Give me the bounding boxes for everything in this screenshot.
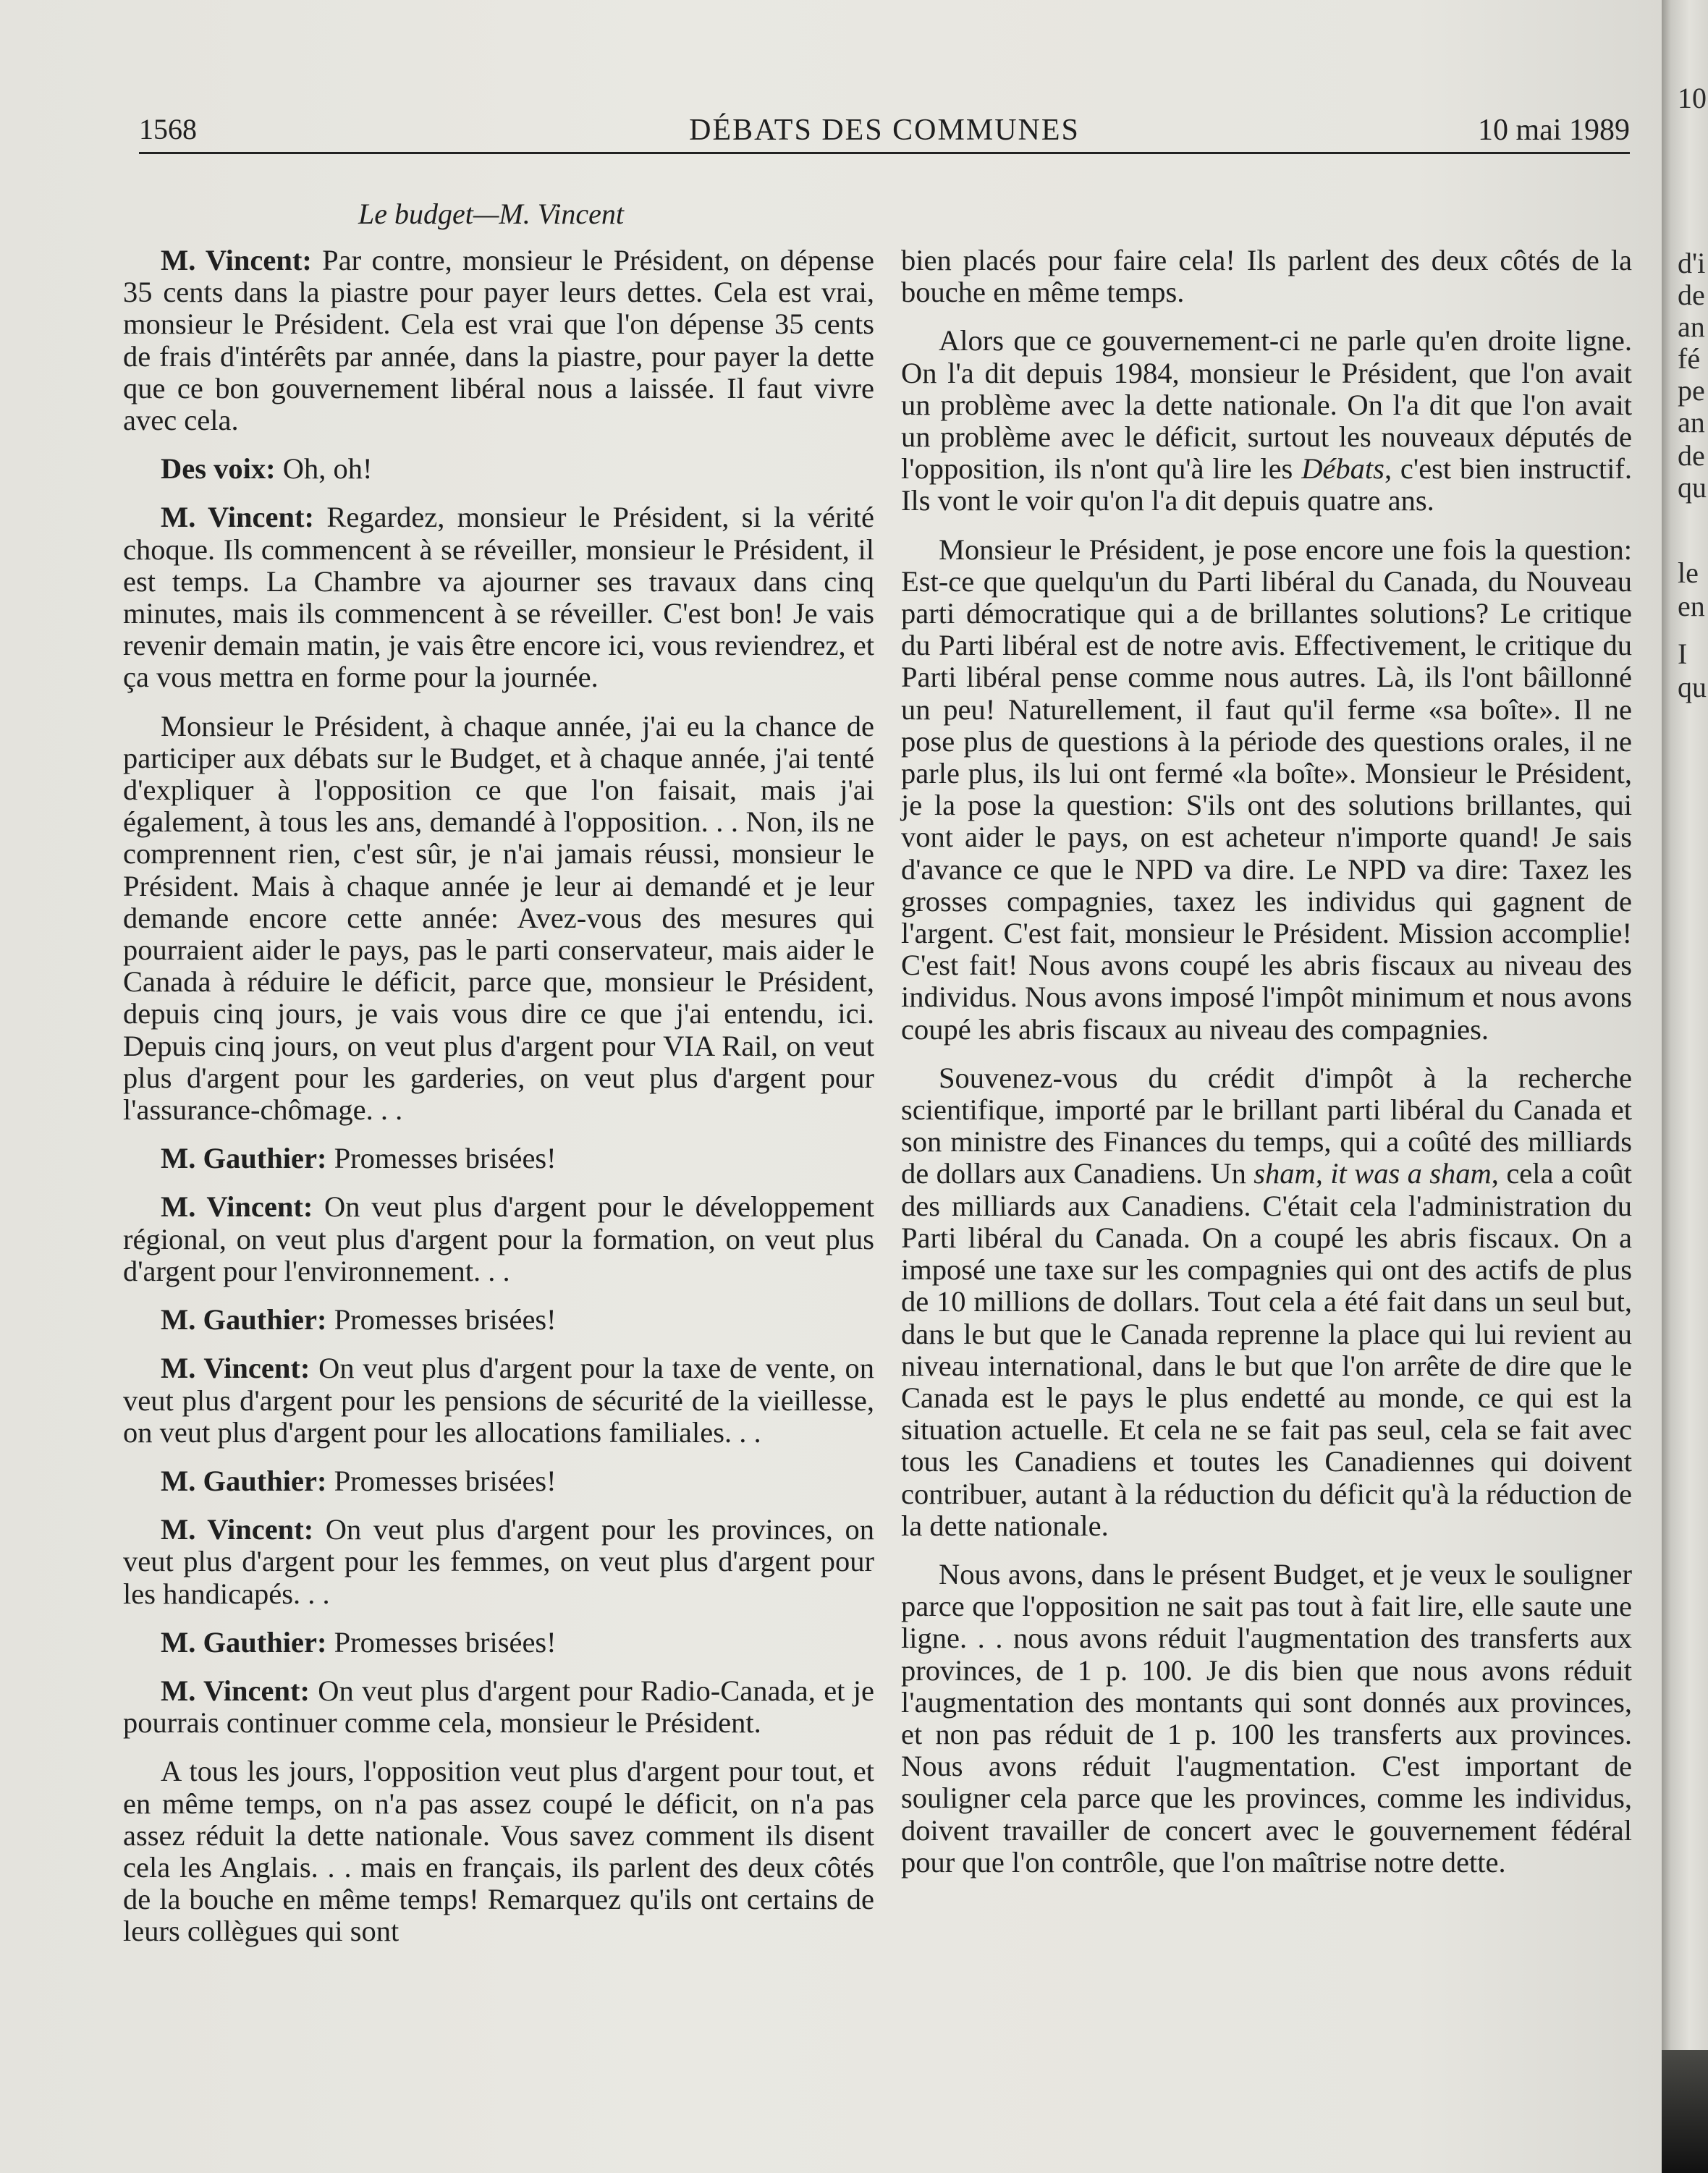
speech-text: Monsieur le Président, je pose encore une fois la question: Est-ce que quelqu'un du Parti libéral du Canada, du Nouveau parti démocratique qui a de brillantes solutions? Le critique du Parti libéral est de notre avis. Effectivement, le critique du Parti libéral pense comme nous autres. Là, ils l'ont bâillonné un peu! Naturellement, il faut qu'il ferme «sa boîte». Il ne pose plus de questions à la période des questions orales, il ne parle plus, ils lui ont fermé «la boîte». Monsieur le Président, je la pose la question: S'ils ont des solutions brillantes, qui vont aider le pays, on est acheteur n'importe quand! Je sais d'avance ce que le NPD va dire. Le NPD va dire: Taxez les grosses compagnies, taxez les individus qui gagnent de l'argent. C'est fait, monsieur le Président. Mission accomplie! C'est fait! Nous avons coupé les abris fiscaux au niveau des individus. Nous avons imposé l'impôt minimum et nous avons coupé les abris fiscaux au niveau des compagnies. <box>901 533 1632 1046</box>
speaker-name: M. Vincent: <box>161 244 312 276</box>
speech-text: A tous les jours, l'opposition veut plus d'argent pour tout, et en même temps, on n'a pas assez coupé le déficit, on n'a pas assez réduit la dette nationale. Vous savez comment ils disent cela les Anglais. . . mais en français, ils parlent des deux côtés de la bouche en même temps! Remarquez qu'ils ont certains de leurs collègues qui sont <box>123 1755 874 1948</box>
speech-text: Nous avons, dans le présent Budget, et je veux le souligner parce que l'opposition ne sait pas tout à fait lire, elle saute une ligne. . . nous avons réduit l'augmentation des transferts aux provinces, de 1 p. 100. Je dis bien que nous avons réduit l'augmentation des montants qui sont donnés aux provinces, et non pas réduit de 1 p. 100 les transferts aux provinces. Nous avons réduit l'augmentation. C'est important de souligner cela parce que les provinces, comme les individus, doivent travailler de concert avec le gouvernement fédéral pour que l'on contrôle, que l'on maîtrise notre dette. <box>901 1557 1632 1878</box>
paragraph <box>123 1465 874 1497</box>
running-head: Le budget—M. Vincent <box>358 198 624 230</box>
edge-text: de <box>1678 279 1705 311</box>
speech-text: On veut plus d'argent pour les provinces, on veut plus d'argent pour les femmes, on veut plus d'argent pour les handicapés. . . <box>123 1513 874 1610</box>
speech-text: Oh, oh! <box>275 452 373 486</box>
edge-text: en <box>1678 590 1705 622</box>
speaker-name: M. Vincent: <box>161 1352 310 1385</box>
speech-text: Regardez, monsieur le Président, si la vérité choque. Ils commencent à se réveiller, monsieur le Président, il est temps. La Chambre va ajourner ses travaux dans cinq minutes, mais ils commencent à se réveiller. C'est bon! Je vais revenir demain matin, je vais être encore ici, vous reviendrez, et ça vous mettra en forme pour la journée. <box>123 501 874 694</box>
page-header <box>139 111 1630 154</box>
edge-text: d'i <box>1678 247 1706 279</box>
edge-text: I <box>1678 638 1688 670</box>
paragraph <box>901 534 1632 1046</box>
page-number: 1568 <box>139 113 197 145</box>
speech-text: Monsieur le Président, à chaque année, j'ai eu la chance de participer aux débats sur le Budget, et à chaque année, j'ai tenté d'expliquer à l'opposition ce que l'on faisait, mais j'ai également, à tous les ans, demandé à l'opposition. . . Non, ils ne comprennent rien, c'est sûr, je n'ai jamais réussi, monsieur le Président. Mais à chaque année je leur ai demandé et je leur demande encore cette année: Avez-vous des mesures qui pourraient aider le pays, pas le parti conservateur, mais aider le Canada à réduire le déficit, parce que, monsieur le Président, depuis cinq jours, je vais vous dire ce que j'ai entendu, ici. Depuis cinq jours, on veut plus d'argent pour VIA Rail, on veut plus d'argent pour les garderies, on veut plus d'argent pour l'assurance-chômage. . . <box>123 709 874 1127</box>
paragraph <box>901 325 1632 517</box>
speech-text: On veut plus d'argent pour Radio-Canada, et je pourrais continuer comme cela, monsieur le Président. <box>123 1674 875 1740</box>
publication-title: DÉBATS DES COMMUNES <box>689 114 1080 147</box>
speaker-name: M. Gauthier: <box>161 1142 327 1175</box>
paragraph <box>123 711 874 1127</box>
italic-text: sham, it was a sham <box>1253 1157 1492 1190</box>
italic-text: Débats <box>1301 452 1384 486</box>
speech-text: Promesses brisées! <box>326 1625 557 1659</box>
speech-text: Promesses brisées! <box>326 1303 557 1337</box>
paragraph <box>123 1304 874 1336</box>
speech-text: Par contre, monsieur le Président, on dépense 35 cents dans la piastre pour payer leurs dettes. Cela est vrai, monsieur le Président. Cela est vrai que l'on dépense 35 cents de frais d'intérêts par année, dans la piastre, pour payer la dette que ce bon gouvernement libéral nous a laissée. Il faut vivre avec cela. <box>123 244 874 437</box>
speaker-name: M. Gauthier: <box>161 1303 327 1337</box>
speech-text: Souvenez-vous du crédit d'impôt à la recherche scientifique, importé par le brillant parti libéral du Canada et son ministre des Finances du temps, qui a coûté des milliards de dollars aux Canadiens. Un <box>901 1061 1632 1190</box>
speech-text: , c'est bien instructif. Ils vont le voir qu'on l'a dit depuis quatre ans. <box>901 452 1632 517</box>
speech-text: bien placés pour faire cela! Ils parlent des deux côtés de la bouche en même temps. <box>901 244 1632 309</box>
paragraph <box>123 1627 874 1659</box>
edge-text: an <box>1678 406 1705 439</box>
paragraph <box>901 245 1632 308</box>
speaker-name: M. Vincent: <box>161 1190 313 1224</box>
speech-text: Promesses brisées! <box>326 1464 557 1497</box>
paragraph <box>123 453 874 485</box>
speaker-name: M. Gauthier: <box>161 1464 327 1497</box>
speech-text: On veut plus d'argent pour le développement régional, on veut plus d'argent pour la formation, on veut plus d'argent pour l'environnement. . . <box>123 1190 874 1287</box>
speaker-name: M. Vincent: <box>161 1513 314 1546</box>
speaker-name: Des voix: <box>161 452 276 486</box>
paragraph <box>123 1675 874 1739</box>
edge-text: fé <box>1678 342 1701 375</box>
speech-text: , cela a coût des milliards aux Canadiens. C'était cela l'administration du Parti libéral du Canada. On a coupé les abris fiscaux. On a imposé une taxe sur les compagnies qui ont des actifs de plus de 10 millions de dollars. Tout cela a été fait dans un seul but, dans le but que le Canada reprenne la place qui lui revient au niveau international, dans le but que l'on arrête de dire que le Canada est le pays le plus endetté au monde, ce qui est la situation actuelle. Et cela ne se fait pas seul, cela se fait avec tous les Canadiens et toutes les Canadiennes qui doivent contribuer, autant à la réduction du déficit qu'à la réduction de la dette nationale. <box>901 1157 1633 1542</box>
paragraph <box>123 1514 874 1610</box>
speech-text: Alors que ce gouvernement-ci ne parle qu'en droite ligne. On l'a dit depuis 1984, monsieur le Président, que l'on avait un problème avec la dette nationale. On l'a dit que l'on avait un problème avec le déficit, surtout les nouveaux députés de l'opposition, ils n'ont qu'à lire les <box>901 324 1632 486</box>
edge-text: qu <box>1678 471 1707 504</box>
speaker-name: M. Vincent: <box>161 1674 310 1707</box>
speaker-name: M. Gauthier: <box>161 1625 327 1659</box>
edge-text: le <box>1678 556 1699 589</box>
edge-text: qu <box>1678 671 1707 703</box>
paragraph <box>123 1191 874 1287</box>
paragraph <box>123 1143 874 1174</box>
right-column <box>901 245 1632 1895</box>
paragraph <box>901 1559 1632 1878</box>
facing-page-edge <box>1662 0 1708 2173</box>
paragraph <box>123 501 874 693</box>
edge-text: pe <box>1678 374 1705 407</box>
speaker-name: M. Vincent: <box>161 501 314 534</box>
page-shadow <box>1662 2050 1708 2173</box>
page-date: 10 mai 1989 <box>1478 114 1630 147</box>
edge-text: an <box>1678 310 1705 343</box>
paragraph <box>123 245 874 436</box>
speech-text: Promesses brisées! <box>326 1142 557 1175</box>
left-column <box>123 245 874 1965</box>
edge-text: de <box>1678 439 1705 472</box>
paragraph <box>901 1062 1632 1542</box>
paragraph <box>123 1352 874 1449</box>
edge-text: 10 <box>1678 82 1707 114</box>
speech-text: On veut plus d'argent pour la taxe de vente, on veut plus d'argent pour les pensions de sécurité de la vieillesse, on veut plus d'argent pour les allocations familiales. . . <box>123 1352 875 1449</box>
paragraph <box>123 1755 874 1947</box>
